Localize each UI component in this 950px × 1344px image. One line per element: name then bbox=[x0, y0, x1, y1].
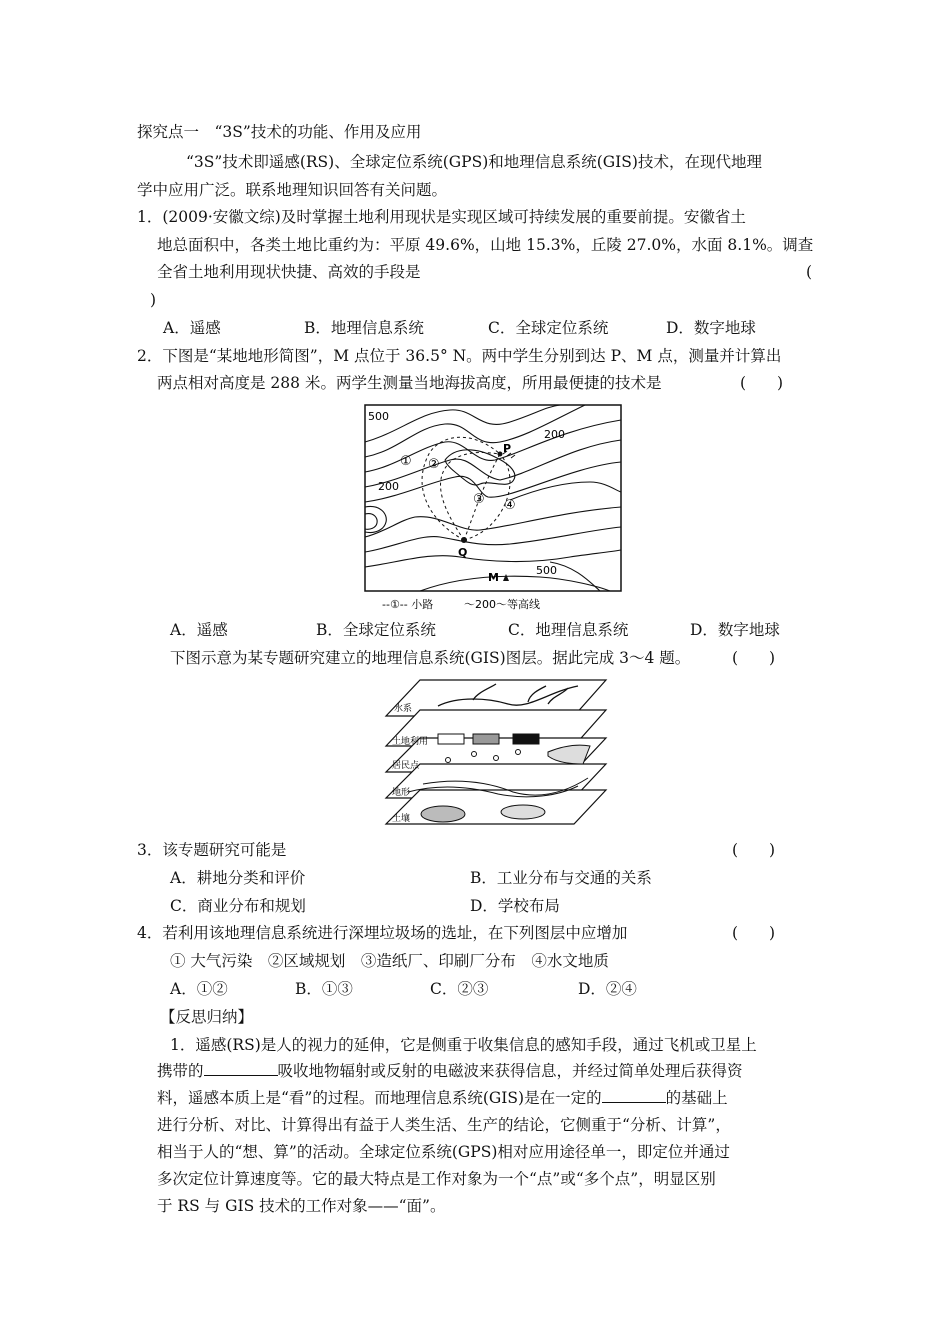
q34-paren: ( ) bbox=[732, 649, 776, 667]
q1-option-c: C．全球定位系统 bbox=[488, 319, 609, 337]
route-4-label: ④ bbox=[504, 498, 516, 513]
q4-option-a: A．①② bbox=[170, 980, 228, 998]
layer-label-water: 水系 bbox=[394, 704, 413, 714]
layer-label-landuse: 土地利用 bbox=[392, 737, 429, 747]
q2-option-d: D．数字地球 bbox=[690, 621, 780, 639]
point-q-label: Q bbox=[458, 546, 468, 559]
topographic-map bbox=[360, 402, 626, 614]
legend-path: --①-- 小路 bbox=[382, 598, 434, 611]
contour-label-500-top: 500 bbox=[368, 410, 389, 423]
contour-label-500-bottom: 500 bbox=[536, 564, 557, 577]
q4-option-d: D．②④ bbox=[578, 980, 637, 998]
q3-option-d: D．学校布局 bbox=[470, 897, 560, 915]
q2-paren: ( ) bbox=[740, 374, 784, 392]
contour-label-200-left: 200 bbox=[378, 480, 399, 493]
route-3-label: ③ bbox=[473, 492, 485, 507]
gis-layers-figure bbox=[378, 674, 608, 834]
q1-line-3: 全省土地利用现状快捷、高效的手段是 bbox=[157, 263, 421, 281]
route-2-label: ② bbox=[428, 457, 440, 472]
q2-line-2: 两点相对高度是 288 米。两学生测量当地海拔高度，所用最便捷的技术是 bbox=[157, 374, 662, 392]
q1-line-1: 1．(2009·安徽文综)及时掌握土地利用现状是实现区域可持续发展的重要前提。安徽省土 bbox=[137, 208, 746, 226]
q1-line-2: 地总面积中，各类土地比重约为：平原 49.6%，山地 15.3%，丘陵 27.0%，水面 8.1%。调查 bbox=[157, 236, 814, 254]
q2-option-b: B．全球定位系统 bbox=[316, 621, 436, 639]
q4-stem: 4．若利用该地理信息系统进行深埋垃圾场的选址，在下列图层中应增加 bbox=[137, 924, 628, 942]
reflect-line-2 bbox=[157, 1061, 743, 1081]
q2-line-1: 2．下图是“某地地形简图”，M 点位于 36.5° N。两中学生分别到达 P、M 点，测量并计算出 bbox=[137, 347, 782, 365]
q4-option-b: B．①③ bbox=[295, 980, 353, 998]
q4-items: ① 大气污染 ②区域规划 ③造纸厂、印刷厂分布 ④水文地质 bbox=[170, 952, 609, 970]
q1-paren-close: ) bbox=[150, 291, 157, 309]
layer-label-terrain: 地形 bbox=[392, 788, 411, 798]
point-p-label: P bbox=[503, 442, 512, 455]
fill-blank-1[interactable] bbox=[204, 1061, 278, 1076]
reflect-line-3-start: 料，遥感本质上是“看”的过程。而地理信息系统(GIS)是在一定的 bbox=[157, 1089, 602, 1107]
intro-line-1: “3S”技术即遥感(RS)、全球定位系统(GPS)和地理信息系统(GIS)技术，在现代地理 bbox=[186, 153, 762, 171]
q3-stem: 3．该专题研究可能是 bbox=[137, 841, 287, 859]
q4-option-c: C．②③ bbox=[430, 980, 489, 998]
layer-label-settlement: 居民点 bbox=[392, 761, 420, 771]
q3-paren: ( ) bbox=[732, 841, 776, 859]
q3-option-a: A．耕地分类和评价 bbox=[170, 869, 306, 887]
q3-option-c: C．商业分布和规划 bbox=[170, 897, 306, 915]
q1-option-a: A．遥感 bbox=[163, 319, 221, 337]
reflect-line-3 bbox=[157, 1088, 728, 1108]
layer-label-soil: 土壤 bbox=[392, 814, 411, 824]
reflect-line-3-end: 的基础上 bbox=[665, 1089, 728, 1107]
reflect-line-2-end: 吸收地物辐射或反射的电磁波来获得信息，并经过简单处理后获得资 bbox=[277, 1062, 743, 1080]
reflect-line-7: 于 RS 与 GIS 技术的工作对象——“面”。 bbox=[157, 1197, 446, 1215]
point-m-label: M bbox=[488, 571, 499, 584]
reflect-line-2-start: 携带的 bbox=[157, 1062, 204, 1080]
q34-intro: 下图示意为某专题研究建立的地理信息系统(GIS)图层。据此完成 3～4 题。 bbox=[170, 649, 691, 667]
contour-label-200-right: 200 bbox=[544, 428, 565, 441]
reflect-heading: 【反思归纳】 bbox=[160, 1008, 254, 1026]
reflect-line-5: 相当于人的“想、算”的活动。全球定位系统(GPS)相对应用途径单一，即定位并通过 bbox=[157, 1143, 730, 1161]
reflect-line-6: 多次定位计算速度等。它的最大特点是工作对象为一个“点”或“多个点”，明显区别 bbox=[157, 1170, 716, 1188]
intro-line-2: 学中应用广泛。联系地理知识回答有关问题。 bbox=[137, 181, 448, 199]
legend-contour: ～200～等高线 bbox=[464, 598, 540, 611]
q4-paren: ( ) bbox=[732, 924, 776, 942]
q3-option-b: B．工业分布与交通的关系 bbox=[470, 869, 652, 887]
fill-blank-2[interactable] bbox=[602, 1088, 666, 1103]
reflect-line-1: 1．遥感(RS)是人的视力的延伸，它是侧重于收集信息的感知手段，通过飞机或卫星上 bbox=[170, 1036, 757, 1054]
reflect-line-4: 进行分析、对比、计算得出有益于人类生活、生产的结论，它侧重于“分析、计算”， bbox=[157, 1116, 731, 1134]
q1-option-b: B．地理信息系统 bbox=[304, 319, 424, 337]
q1-paren-open: ( bbox=[806, 263, 813, 281]
route-1-label: ① bbox=[400, 454, 412, 469]
section-title: 探究点一 “3S”技术的功能、作用及应用 bbox=[137, 123, 422, 141]
q2-option-c: C．地理信息系统 bbox=[508, 621, 629, 639]
q1-option-d: D．数字地球 bbox=[666, 319, 756, 337]
q2-option-a: A．遥感 bbox=[170, 621, 228, 639]
